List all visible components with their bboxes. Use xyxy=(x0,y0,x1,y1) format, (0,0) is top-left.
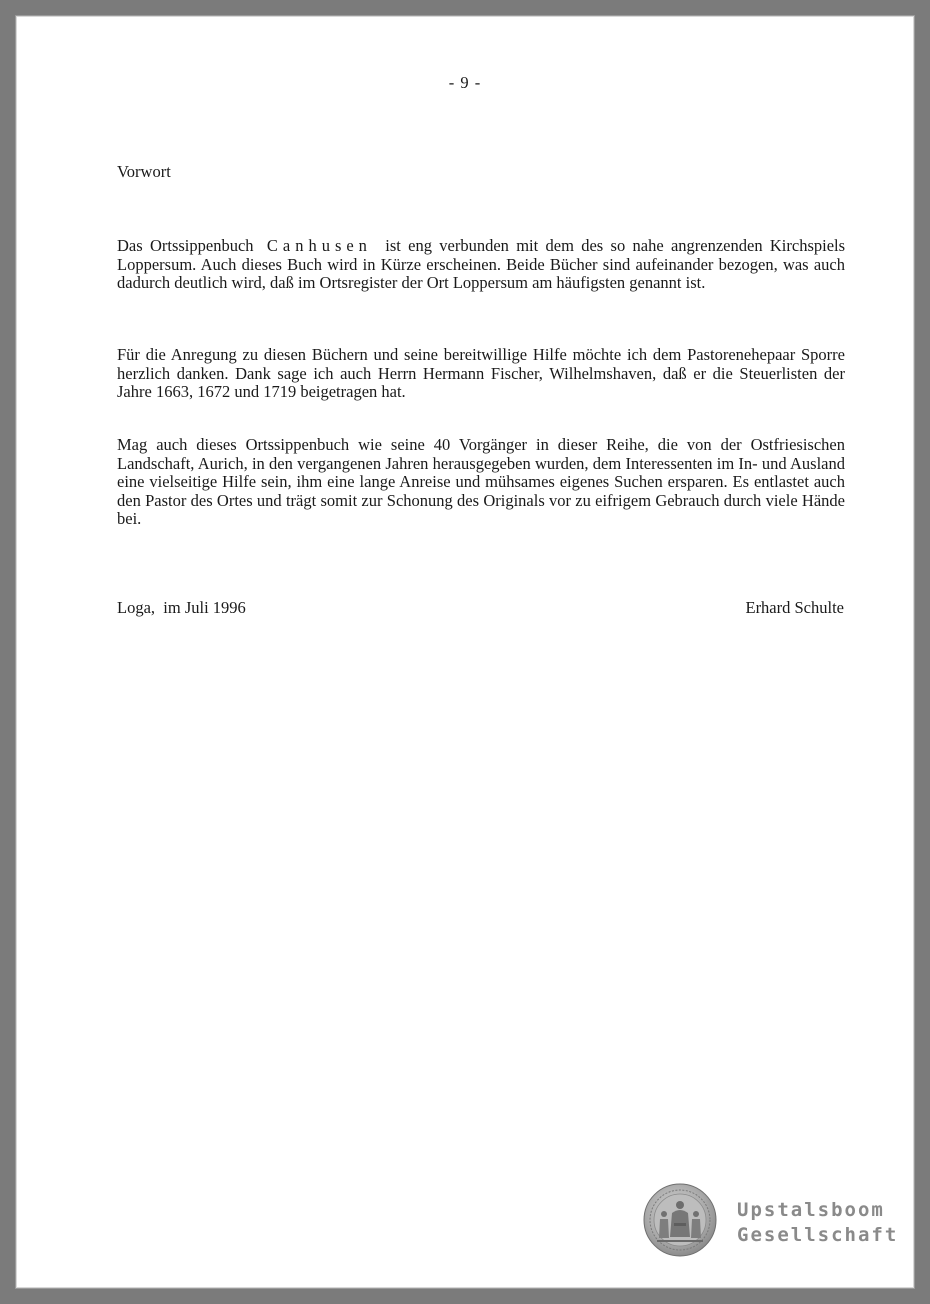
paragraph-1-start: Das Ortssippenbuch xyxy=(117,236,254,255)
society-name-line-1: Upstalsboom xyxy=(737,1199,885,1221)
society-watermark xyxy=(737,1198,898,1248)
society-seal-icon xyxy=(643,1183,717,1257)
paragraph-3: Mag auch dieses Ortssippenbuch wie seine 40 Vorgänger in dieser Reihe, die von der Ostfriesischen Landschaft, Aurich, in den vergangenen Jahren herausgegeben wurden, dem Interessenten im In- und Ausland eine vielseitige Hilfe sein, ihm eine lange Anreise und mühsames eigenes Suchen ersparen. Es entlastet auch den Pastor des Ortes und trägt somit zur Schonung des Originals vor zu eifrigem Gebrauch durch viele Hände bei. xyxy=(117,435,845,528)
paragraph-1-rest: ist eng verbunden mit dem des so nahe angrenzenden Kirchspiels Loppersum. Auch dieses Buch wird in Kürze erscheinen. Beide Bücher sind aufeinander bezogen, was auch dadurch deutlich wird, daß im Ortsregister der Ort Loppersum am häufigsten genannt ist. xyxy=(117,236,846,292)
section-heading: Vorwort xyxy=(117,162,171,181)
place-date: Loga, im Juli 1996 xyxy=(117,598,246,617)
society-name-line-2: Gesellschaft xyxy=(737,1224,899,1246)
author-name: Erhard Schulte xyxy=(745,598,844,617)
place-name-spaced: Canhusen xyxy=(266,236,372,255)
paragraph-2: Für die Anregung zu diesen Büchern und seine bereitwillige Hilfe möchte ich dem Pastorenehepaar Sporre herzlich danken. Dank sage ich auch Herrn Hermann Fischer, Wilhelmshaven, daß er die Steuerlisten der Jahre 1663, 1672 und 1719 beigetragen hat. xyxy=(117,345,845,401)
document-page xyxy=(16,16,914,1288)
paragraph-1 xyxy=(117,237,845,293)
page-number: - 9 - xyxy=(448,73,482,92)
